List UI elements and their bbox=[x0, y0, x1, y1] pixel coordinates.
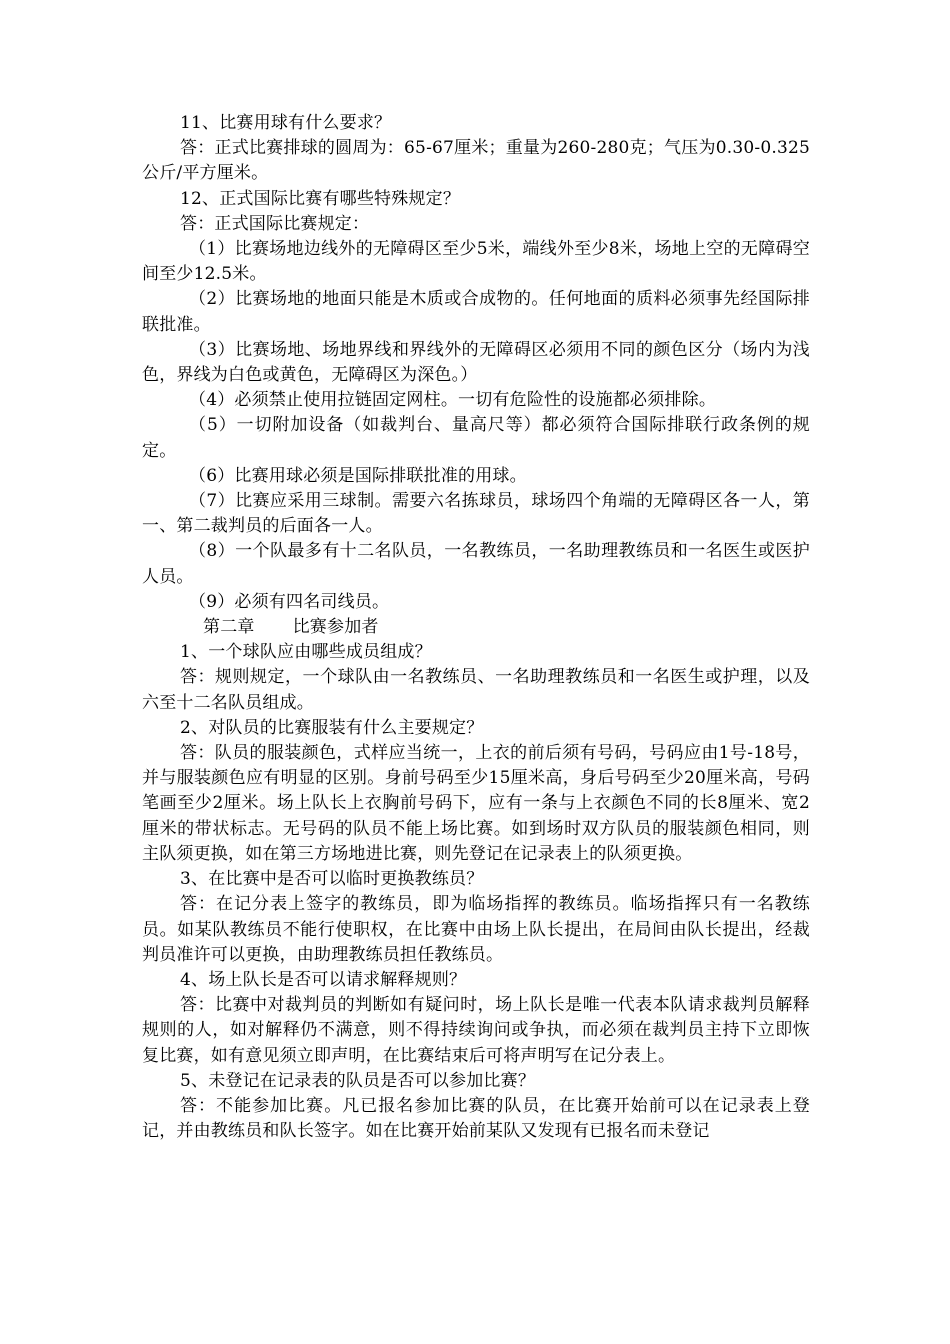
question-12: 12、正式国际比赛有哪些特殊规定？ bbox=[180, 188, 461, 209]
answer-5: 答：不能参加比赛。凡已报名参加比赛的队员，在比赛开始前可以在记录表上登记，并由教练员和队长签字。如在比赛开始前某队又发现有已报名而未登记 bbox=[142, 1095, 810, 1142]
question-1: 1、一个球队应由哪些成员组成？ bbox=[180, 642, 432, 663]
rule-item-7: （7）比赛应采用三球制。需要六名拣球员，球场四个角端的无障碍区各一人，第一、第二裁判员的后面各一人。 bbox=[142, 491, 810, 537]
question-3: 3、在比赛中是否可以临时更换教练员？ bbox=[180, 869, 484, 890]
answer-3: 答：在记分表上签字的教练员，即为临场指挥的教练员。临场指挥只有一名教练员。如某队教练员不能行使职权，在比赛中由场上队长提出，在局间由队长提出，经裁判员准许可以更换，由助理教练员担任教练员。 bbox=[142, 894, 810, 965]
rule-item-1: （1）比赛场地边线外的无障碍区至少5米，端线外至少8米，场地上空的无障碍空间至少12.5米。 bbox=[142, 239, 810, 285]
rule-item-2: （2）比赛场地的地面只能是木质或合成物的。任何地面的质料必须事先经国际排联批准。 bbox=[142, 289, 810, 335]
rule-item-3: （3）比赛场地、场地界线和界线外的无障碍区必须用不同的颜色区分（场内为浅色，界线为白色或黄色，无障碍区为深色。） bbox=[142, 339, 810, 386]
rule-item-4: （4）必须禁止使用拉链固定网柱。一切有危险性的设施都必须排除。 bbox=[189, 390, 717, 411]
answer-1: 答：规则规定，一个球队由一名教练员、一名助理教练员和一名医生或护理，以及六至十二名队员组成。 bbox=[142, 667, 810, 713]
rule-item-5: （5）一切附加设备（如裁判台、量高尺等）都必须符合国际排联行政条例的规定。 bbox=[142, 415, 810, 461]
answer-2: 答：队员的服装颜色，式样应当统一，上衣的前后须有号码，号码应由1号-18号，并与服装颜色应有明显的区别。身前号码至少15厘米高，身后号码至少20厘米高，号码笔画至少2厘米。场上队长上衣胸前号码下，应有一条与上衣颜色不同的长8厘米、宽2厘米的带状标志。无号码的队员不能上场比赛。如到场时双方队员的服装颜色相同，则主队须更换，如在第三方场地进比赛，则先登记在记录表上的队须更换。 bbox=[142, 743, 810, 864]
chapter-title: 比赛参加者 bbox=[292, 617, 379, 638]
answer-11: 答：正式比赛排球的圆周为：65-67厘米；重量为260-280克；气压为0.30-0.325公斤/平方厘米。 bbox=[142, 138, 810, 184]
question-4: 4、场上队长是否可以请求解释规则？ bbox=[180, 969, 467, 990]
chapter-number: 第二章 bbox=[203, 617, 255, 638]
question-11: 11、比赛用球有什么要求？ bbox=[180, 113, 392, 133]
document-body bbox=[142, 111, 810, 1144]
rule-item-9: （9）必须有四名司线员。 bbox=[189, 591, 390, 612]
question-5: 5、未登记在记录表的队员是否可以参加比赛？ bbox=[180, 1070, 536, 1091]
question-2: 2、对队员的比赛服装有什么主要规定？ bbox=[180, 717, 484, 738]
answer-4: 答：比赛中对裁判员的判断如有疑问时，场上队长是唯一代表本队请求裁判员解释规则的人，如对解释仍不满意，则不得持续询问或争执，而必须在裁判员主持下立即恢复比赛，如有意见须立即声明，在比赛结束后可将声明写在记分表上。 bbox=[142, 995, 810, 1066]
answer-12-intro: 答：正式国际比赛规定： bbox=[180, 213, 370, 234]
rule-item-8: （8）一个队最多有十二名队员，一名教练员，一名助理教练员和一名医生或医护人员。 bbox=[142, 541, 810, 587]
chapter-heading bbox=[142, 615, 810, 640]
rule-item-6: （6）比赛用球必须是国际排联批准的用球。 bbox=[189, 465, 527, 486]
